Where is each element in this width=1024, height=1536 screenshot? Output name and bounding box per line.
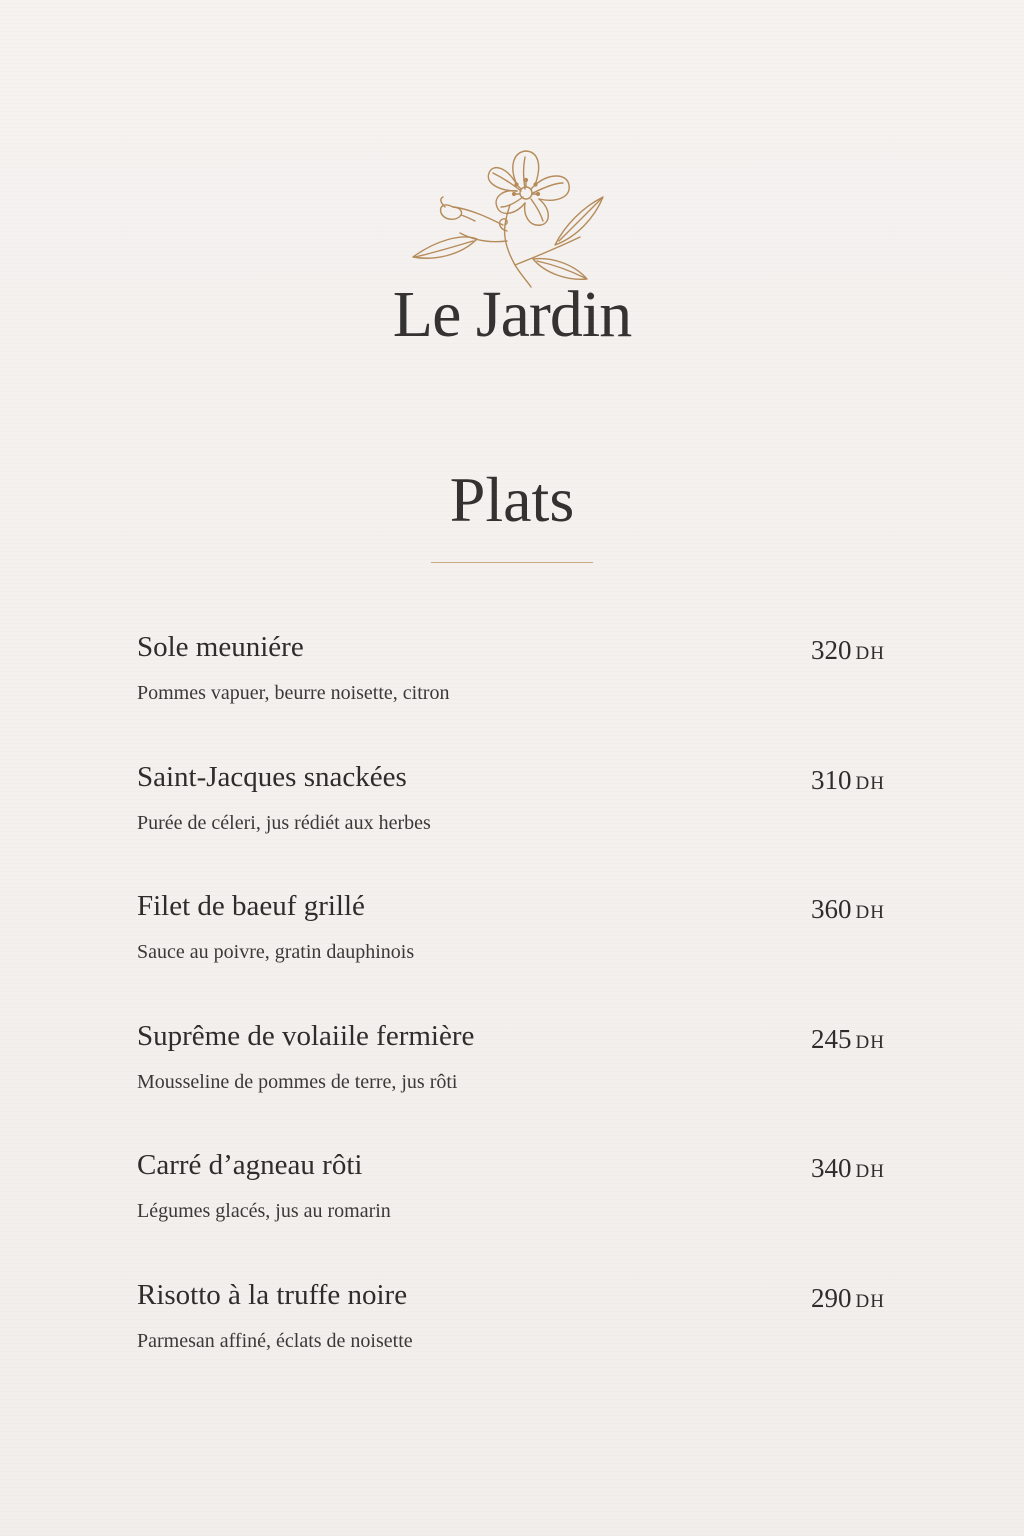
price-value: 360 — [811, 894, 852, 924]
title-divider — [431, 562, 593, 563]
section-title: Plats — [449, 464, 575, 535]
brand-name: Le Jardin — [392, 278, 632, 351]
price-currency: DH — [855, 1161, 885, 1182]
item-price — [811, 1150, 885, 1190]
item-name: Suprême de volaiile fermière — [137, 1019, 475, 1052]
menu-list — [137, 624, 885, 1401]
item-description: Parmesan affiné, éclats de noisette — [137, 1329, 413, 1352]
item-name: Saint-Jacques snackées — [137, 760, 407, 793]
item-description: Sauce au poivre, gratin dauphinois — [137, 941, 415, 963]
price-value: 320 — [811, 635, 852, 665]
price-currency: DH — [855, 772, 885, 794]
item-price — [811, 632, 885, 672]
price-value: 245 — [811, 1023, 852, 1054]
menu-item — [137, 624, 885, 754]
item-name: Filet de baeuf grillé — [137, 890, 365, 922]
item-price — [811, 762, 885, 802]
menu-item — [137, 1272, 885, 1402]
price-value: 340 — [811, 1153, 852, 1183]
item-description: Purée de céleri, jus rédiét aux herbes — [137, 811, 431, 834]
item-name: Carré d’agneau rôti — [137, 1149, 363, 1181]
item-price — [811, 891, 885, 931]
brand-logo — [0, 145, 1024, 365]
price-value: 290 — [811, 1282, 852, 1313]
item-price — [811, 1021, 885, 1061]
item-description: Mousseline de pommes de terre, jus rôti — [137, 1070, 458, 1093]
menu-item — [137, 883, 885, 1013]
price-currency: DH — [855, 902, 885, 923]
price-currency: DH — [855, 643, 885, 664]
price-currency: DH — [855, 1290, 885, 1312]
item-name: Sole meuniére — [137, 631, 304, 663]
flower-icon — [405, 145, 615, 295]
menu-item — [137, 1142, 885, 1272]
item-price — [811, 1280, 885, 1320]
item-description: Légumes glacés, jus au romarin — [137, 1200, 391, 1222]
item-description: Pommes vapuer, beurre noisette, citron — [137, 682, 450, 704]
item-name: Risotto à la truffe noire — [137, 1278, 408, 1311]
price-value: 310 — [811, 764, 852, 795]
price-currency: DH — [855, 1031, 885, 1053]
menu-item — [137, 754, 885, 884]
menu-item — [137, 1013, 885, 1143]
